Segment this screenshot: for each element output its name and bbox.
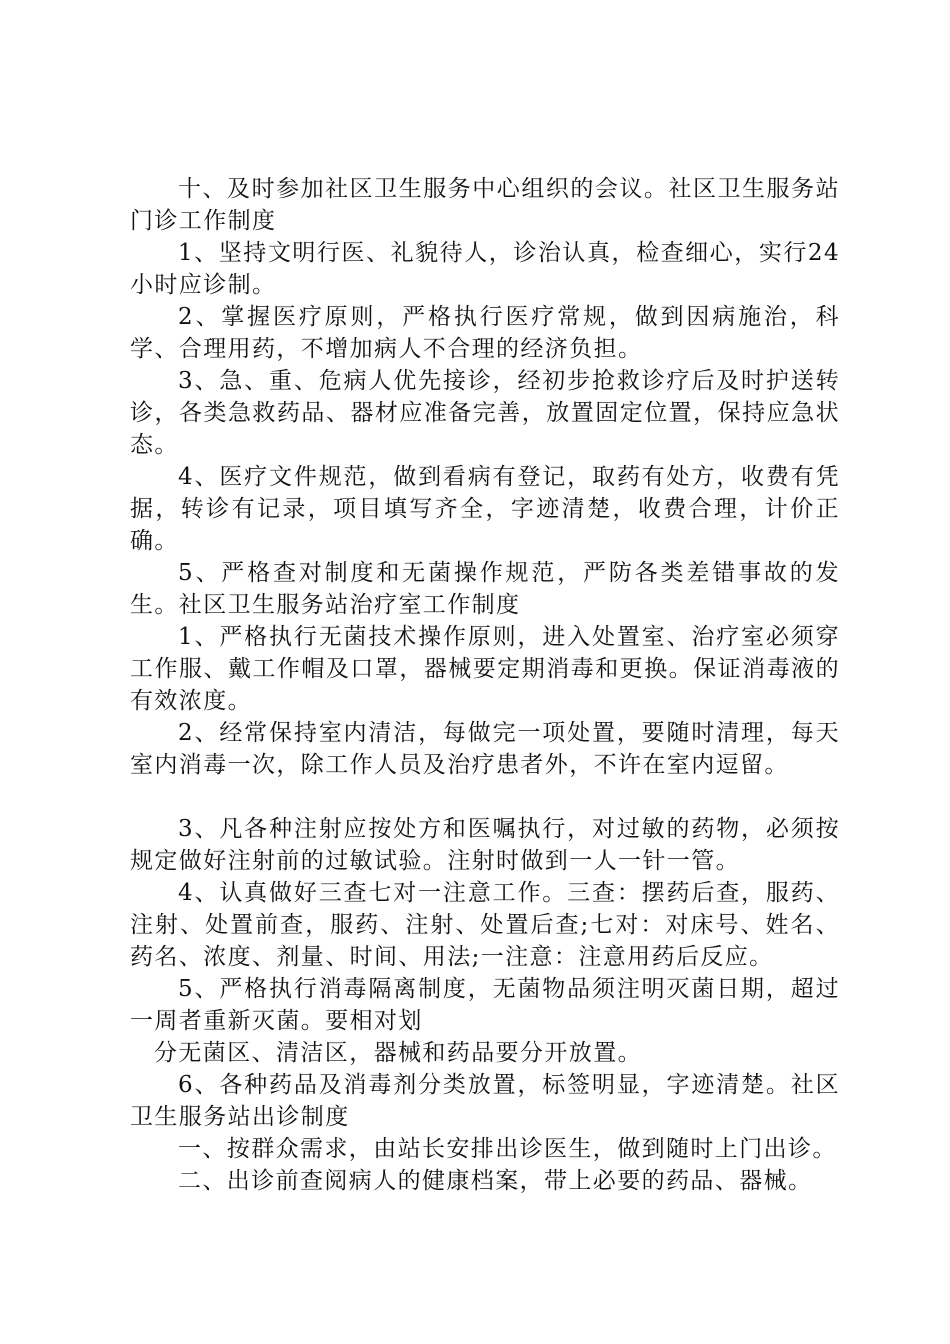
paragraph-gap: [130, 781, 840, 813]
paragraph-outpatient-4: 4、医疗文件规范，做到看病有登记，取药有处方，收费有凭据，转诊有记录，项目填写齐全，字迹清楚，收费合理，计价正确。: [130, 464, 840, 554]
paragraph-treatment-3: 3、凡各种注射应按处方和医嘱执行，对过敏的药物，必须按规定做好注射前的过敏试验。注射时做到一人一针一管。: [130, 816, 840, 874]
paragraph-visit-2: 二、出诊前查阅病人的健康档案，带上必要的药品、器械。: [178, 1168, 813, 1194]
paragraph-outpatient-3: 3、急、重、危病人优先接诊，经初步抢救诊疗后及时护送转诊，各类急救药品、器材应准备完善，放置固定位置，保持应急状态。: [130, 368, 840, 458]
paragraph-outpatient-5: 5、严格查对制度和无菌操作规范，严防各类差错事故的发生。社区卫生服务站治疗室工作制度: [130, 560, 840, 618]
paragraph-outpatient-1: 1、坚持文明行医、礼貌待人，诊治认真，检查细心，实行24小时应诊制。: [130, 240, 840, 298]
paragraph-treatment-1: 1、严格执行无菌技术操作原则，进入处置室、治疗室必须穿工作服、戴工作帽及口罩，器械要定期消毒和更换。保证消毒液的有效浓度。: [130, 624, 840, 714]
paragraph-outpatient-2: 2、掌握医疗原则，严格执行医疗常规，做到因病施治，科学、合理用药，不增加病人不合理的经济负担。: [130, 304, 840, 362]
paragraph-treatment-2: 2、经常保持室内清洁，每做完一项处置，要随时清理，每天室内消毒一次，除工作人员及治疗患者外，不许在室内逗留。: [130, 720, 840, 778]
document-body: [130, 173, 840, 1197]
paragraph-visit-1: 一、按群众需求，由站长安排出诊医生，做到随时上门出诊。: [178, 1136, 837, 1162]
paragraph-treatment-6: 6、各种药品及消毒剂分类放置，标签明显，字迹清楚。社区卫生服务站出诊制度: [130, 1072, 840, 1130]
paragraph-treatment-4: 4、认真做好三查七对一注意工作。三查：摆药后查，服药、注射、处置前查，服药、注射、处置后查;七对：对床号、姓名、药名、浓度、剂量、时间、用法;一注意：注意用药后反应。: [130, 880, 840, 970]
paragraph-treatment-5: 5、严格执行消毒隔离制度，无菌物品须注明灭菌日期，超过一周者重新灭菌。要相对划: [130, 976, 840, 1034]
paragraph-meeting: 十、及时参加社区卫生服务中心组织的会议。社区卫生服务站门诊工作制度: [130, 176, 840, 234]
paragraph-treatment-5-continued: 分无菌区、清洁区，器械和药品要分开放置。: [154, 1040, 642, 1066]
